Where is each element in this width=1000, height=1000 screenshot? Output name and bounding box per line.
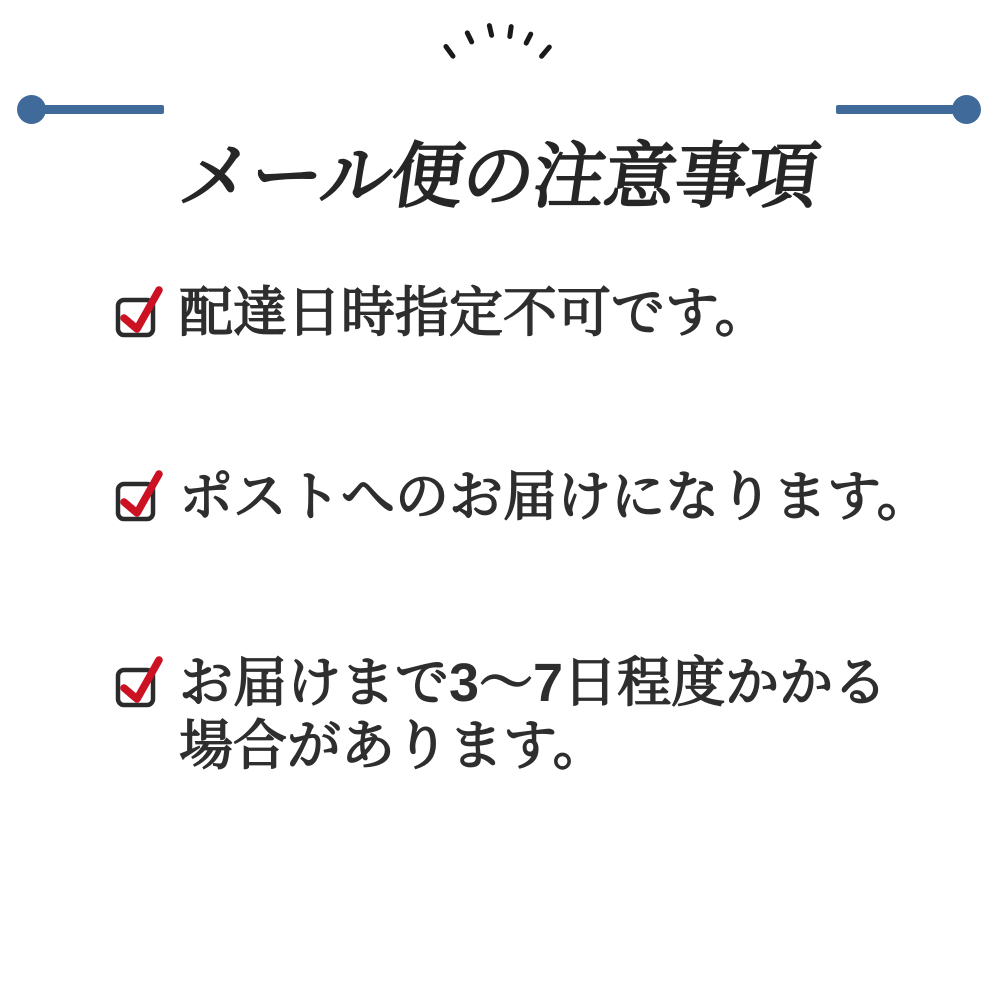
checkbox-checked-icon bbox=[113, 284, 165, 338]
accent-dot-right bbox=[952, 95, 981, 124]
list-item bbox=[113, 652, 887, 777]
item-line: お届けまで3〜7日程度かかる bbox=[179, 653, 888, 713]
list-item bbox=[113, 466, 931, 529]
burst-ray bbox=[442, 43, 456, 59]
list-item bbox=[113, 282, 769, 345]
item-line: 場合があります。 bbox=[179, 715, 607, 776]
burst-ray bbox=[538, 44, 552, 60]
item-line: ポストへのお届けになります。 bbox=[179, 467, 931, 527]
burst-ray bbox=[523, 31, 534, 46]
burst-ray bbox=[464, 30, 475, 45]
burst-ray bbox=[507, 24, 514, 39]
page-title bbox=[0, 118, 1000, 222]
checkbox-checked-icon bbox=[113, 654, 165, 708]
burst-ray bbox=[486, 23, 494, 39]
accent-line-right bbox=[836, 105, 954, 114]
checkbox-checked-icon bbox=[113, 468, 165, 522]
item-text bbox=[179, 282, 769, 345]
item-line: 配達日時指定不可です。 bbox=[179, 283, 769, 343]
item-text bbox=[179, 466, 931, 529]
page-title-text: メール便の注意事項 bbox=[174, 137, 824, 218]
item-text bbox=[179, 652, 887, 777]
accent-line-left bbox=[42, 105, 164, 114]
